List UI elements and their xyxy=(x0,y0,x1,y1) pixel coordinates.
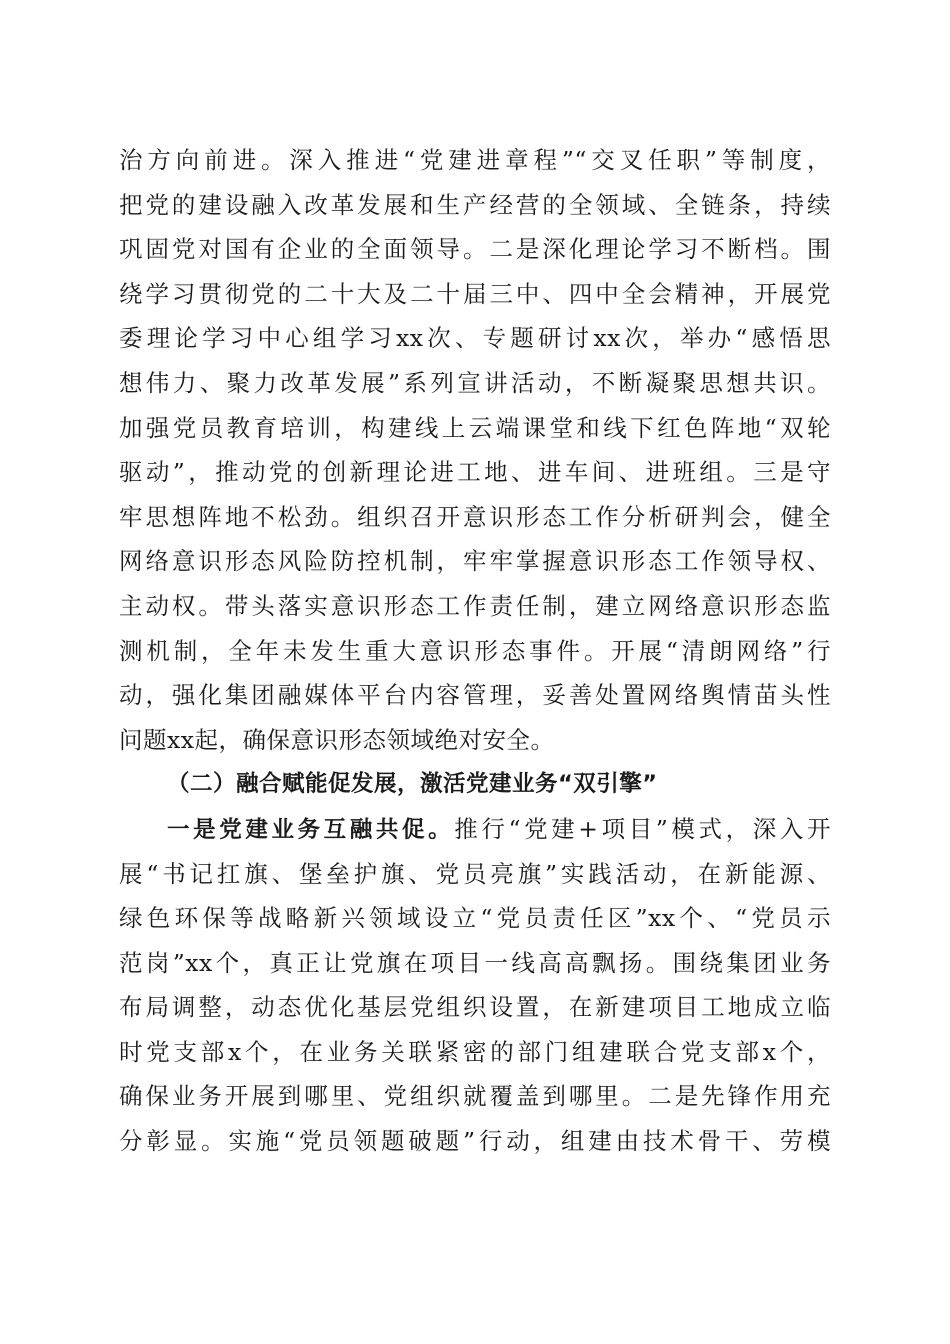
text-line: 委理论学习中心组学习xx次、专题研讨xx次，举办“感悟思 xyxy=(119,324,831,353)
text-line: 布局调整，动态优化基层党组织设置，在新建项目工地成立临 xyxy=(119,993,831,1022)
text-line: 绿色环保等战略新兴领域设立“党员责任区”xx个、“党员示 xyxy=(119,904,831,933)
text-line: 把党的建设融入改革发展和生产经营的全领域、全链条，持续 xyxy=(119,190,831,219)
section-heading: （二）融合赋能促发展，激活党建业务“双引擎” xyxy=(167,771,658,798)
text-line: 范岗”xx个，真正让党旗在项目一线高高飘扬。围绕集团业务 xyxy=(119,948,831,977)
text-line: 网络意识形态风险防控机制，牢牢掌握意识形态工作领导权、 xyxy=(119,547,831,576)
text-line: 测机制，全年未发生重大意识形态事件。开展“清朗网络”行 xyxy=(119,636,831,665)
text-line: 确保业务开展到哪里、党组织就覆盖到哪里。二是先锋作用充 xyxy=(119,1082,831,1111)
lead-line-rest: 推行“党建+项目”模式，深入开 xyxy=(454,814,831,843)
text-line: 展“书记扛旗、堡垒护旗、党员亮旗”实践活动，在新能源、 xyxy=(119,859,831,888)
text-line: 主动权。带头落实意识形态工作责任制，建立网络意识形态监 xyxy=(119,591,831,620)
lead-phrase: 一是党建业务互融共促。 xyxy=(167,816,455,843)
text-line: 时党支部x个，在业务关联紧密的部门组建联合党支部x个， xyxy=(119,1037,831,1066)
paragraph-2 xyxy=(119,807,831,1164)
text-line: 动，强化集团融媒体平台内容管理，妥善处置网络舆情苗头性 xyxy=(119,681,831,710)
text-line: 问题xx起，确保意识形态领域绝对安全。 xyxy=(119,725,555,754)
text-line: 绕学习贯彻党的二十大及二十届三中、四中全会精神，开展党 xyxy=(119,279,831,308)
text-line: 牢思想阵地不松劲。组织召开意识形态工作分析研判会，健全 xyxy=(119,502,831,531)
text-line: 巩固党对国有企业的全面领导。二是深化理论学习不断档。围 xyxy=(119,235,831,264)
text-line: 想伟力、聚力改革发展”系列宣讲活动，不断凝聚思想共识。 xyxy=(119,368,831,397)
text-line-first xyxy=(119,807,831,852)
document-body xyxy=(119,138,831,1164)
text-line: 加强党员教育培训，构建线上云端课堂和线下红色阵地“双轮 xyxy=(119,413,831,442)
paragraph-1 xyxy=(119,138,831,762)
text-line: 治方向前进。深入推进“党建进章程”“交叉任职”等制度， xyxy=(119,146,831,174)
text-line: 分彰显。实施“党员领题破题”行动，组建由技术骨干、劳模 xyxy=(119,1127,831,1156)
text-line: 驱动”，推动党的创新理论进工地、进车间、进班组。三是守 xyxy=(119,458,831,487)
